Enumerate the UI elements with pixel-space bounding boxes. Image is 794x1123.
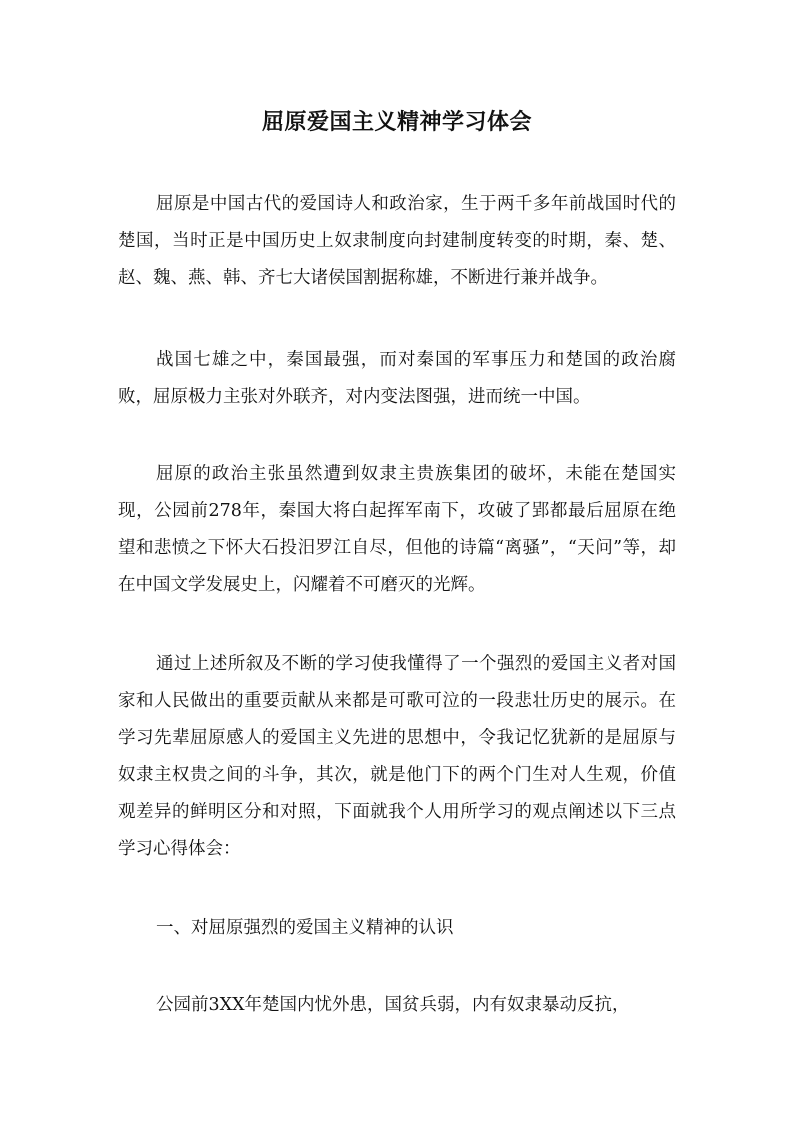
paragraph-learning-summary: 通过上述所叙及不断的学习使我懂得了一个强烈的爱国主义者对国家和人民做出的重要贡献从来都是可歌可泣的一段悲壮历史的展示。在学习先辈屈原感人的爱国主义先进的思想中，令我记忆犹新的是屈原与奴隶主权贵之间的斗争，其次，就是他门下的两个门生对人生观，价值观差异的鲜明区分和对照，下面就我个人用所学习的观点阐述以下三点学习心得体会：	[118, 654, 676, 859]
paragraph-political-ideas: 屈原的政治主张虽然遭到奴隶主贵族集团的破坏，未能在楚国实现，公园前278年，秦国大将白起挥军南下，攻破了郢都最后屈原在绝望和悲愤之下怀大石投汨罗江自尽，但他的诗篇“离骚”，“天问”等，却在中国文学发展史上，闪耀着不可磨灭的光辉。	[118, 464, 676, 595]
paragraph-warring-states: 战国七雄之中，秦国最强，而对秦国的军事压力和楚国的政治腐败，屈原极力主张对外联齐，对内变法图强，进而统一中国。	[118, 350, 676, 407]
document-title: 屈原爱国主义精神学习体会	[261, 109, 532, 135]
paragraph-section-1-start: 公园前3XX年楚国内忧外患，国贫兵弱，内有奴隶暴动反抗，	[156, 995, 630, 1015]
paragraph-intro: 屈原是中国古代的爱国诗人和政治家，生于两千多年前战国时代的楚国，当时正是中国历史上奴隶制度向封建制度转变的时期，秦、楚、赵、魏、燕、韩、齐七大诸侯国割据称雄，不断进行兼并战争。	[118, 194, 676, 288]
section-heading-1: 一、对屈原强烈的爱国主义精神的认识	[156, 918, 454, 938]
